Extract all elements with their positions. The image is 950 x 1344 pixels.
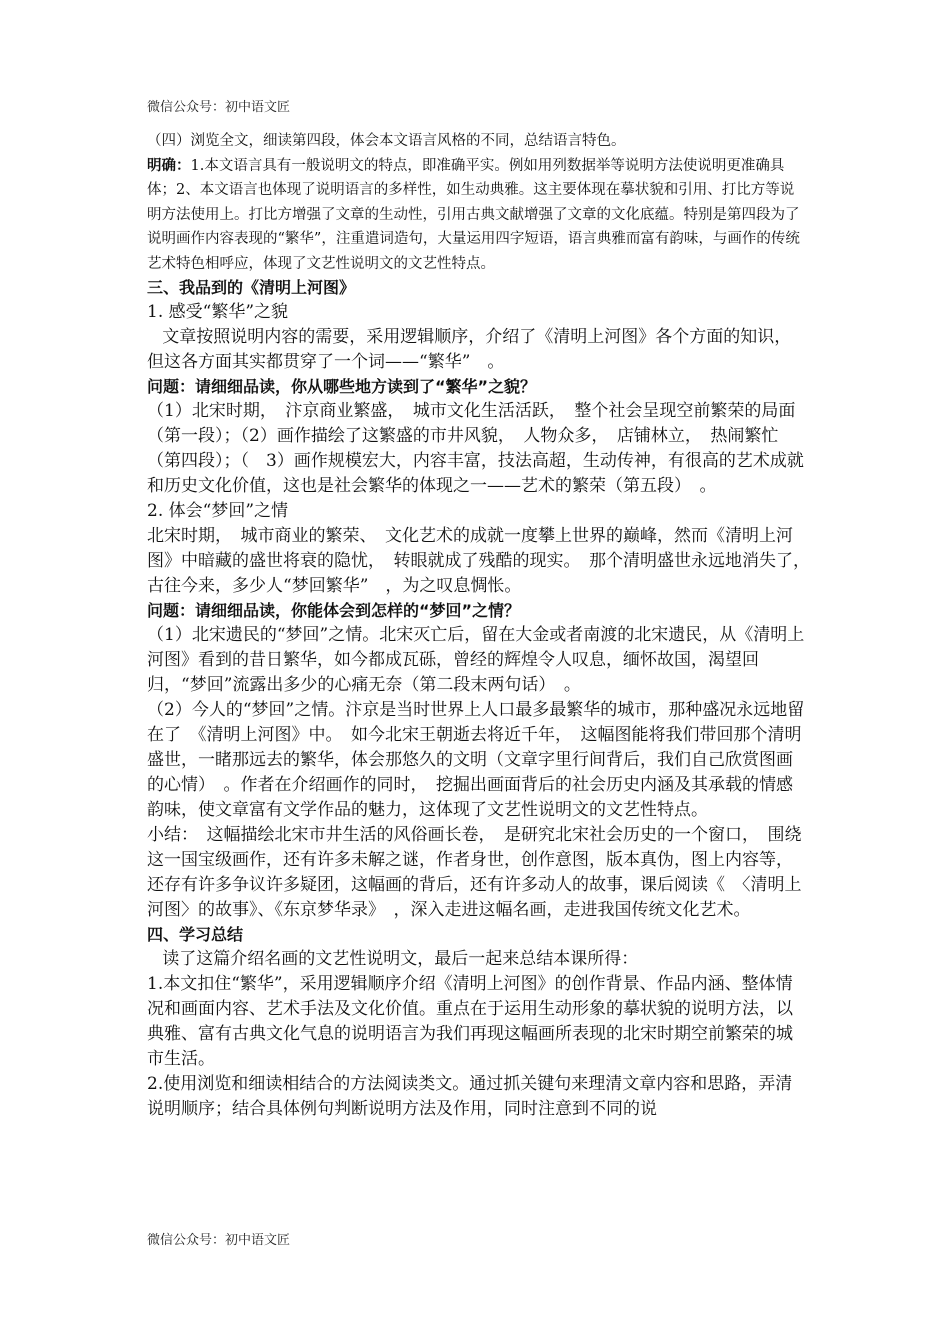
clarify-label: 明确： — [147, 157, 191, 174]
prosperity-paragraph: 文章按照说明内容的需要，采用逻辑顺序，介绍了《清明上河图》各个方面的知识，但这各方面其实都贯穿了一个词——“繁华” 。 — [147, 327, 792, 372]
section-heading-four: 四、学习总结 — [147, 925, 244, 944]
question-prosperity: 问题：请细细品读，你从哪些地方读到了“繁华”之貌？ — [147, 377, 537, 396]
document-body — [147, 129, 819, 1122]
conclusion-intro: 读了这篇介绍名画的文艺性说明文，最后一起来总结本课所得： — [162, 949, 639, 969]
answer-dream-two: （2）今人的“梦回”之情。汴京是当时世界上人口最多最繁华的城市，那种盛况永远地留在了 《清明上河图》中。 如今北宋王朝逝去将近千年， 这幅图能将我们带回那个清明盛世，一睹那远去的繁华，体会那悠久的文明（文章字里行间背后，我们自己欣赏图画的心情） 。作者在介绍画作的同时， 挖掘出画面背后的社会历史内涵及其承载的情感韵味，使文章富有文学作品的魅力，这体现了文艺性说明文的文艺性特点。 — [147, 700, 805, 820]
summary-paragraph: 小结： 这幅描绘北宋市井生活的风俗画长卷， 是研究北宋社会历史的一个窗口， 围绕这一国宝级画作，还有许多未解之谜，作者身世，创作意图，版本真伪，图上内容等，还存有许多争议许多疑团，这幅画的背后，还有许多动人的故事，课后阅读《 〈清明上河图〉的故事》、《东京梦华录》 ，深入走进这幅名画，走进我国传统文化艺术。 — [147, 825, 802, 920]
answer-dream-one: （1）北宋遗民的“梦回”之情。北宋灭亡后，留在大金或者南渡的北宋遗民，从《清明上河图》看到的昔日繁华，如今都成瓦砾，曾经的辉煌令人叹息，缅怀故国，渴望回归，“梦回”流露出多少的心痛无奈（第二段末两句话） 。 — [147, 625, 805, 695]
dream-paragraph: 北宋时期， 城市商业的繁荣、 文化艺术的成就一度攀上世界的巅峰，然而《清明上河图》中暗藏的盛世将衰的隐忧， 转眼就成了残酷的现实。 那个清明盛世永远地消失了， 古往今来，多少人“梦回繁华” ，为之叹息惆怅。 — [147, 526, 819, 596]
clarify-text: 1.本文语言具有一般说明文的特点，即准确平实。例如用列数据举等说明方法使说明更准确具体；2、本文语言也体现了说明语言的多样性，如生动典雅。这主要体现在摹状貌和引用、打比方等说明方法使用上。打比方增强了文章的生动性，引用古典文献增强了文章的文化底蕴。特别是第四段为了说明画作内容表现的“繁华”，注重遣词造句，大量运用四字短语，语言典雅而富有韵味，与画作的传统艺术特色相呼应，体现了文艺性说明文的文艺性特点。 — [147, 157, 800, 272]
page-header: 微信公众号：初中语文匠 — [147, 100, 291, 115]
answer-prosperity: （1）北宋时期， 汴京商业繁盛， 城市文化生活活跃， 整个社会呈现空前繁荣的局面 （第一段）；（2）画作描绘了这繁盛的市井风貌， 人物众多， 店铺林立， 热闹繁忙 （第四段）；（ 3）画作规模宏大，内容丰富，技法高超，生动传神，有很高的艺术成就和历史文化价值，这也是社会繁华的体现之一——艺术的繁荣（第五段） 。 — [147, 401, 813, 496]
section-heading-three: 三、我品到的《清明上河图》 — [147, 278, 356, 297]
conclusion-point-one: 1.本文扣住“繁华”，采用逻辑顺序介绍《清明上河图》的创作背景、作品内涵、整体情况和画面内容、艺术手法及文化价值。重点在于运用生动形象的摹状貌的说明方法，以典雅、富有古典文化气息的说明语言为我们再现这幅画所表现的北宋时期空前繁荣的城市生活。 — [147, 974, 793, 1069]
subsection-title-dream: 2. 体会“梦回”之情 — [147, 501, 289, 521]
subsection-title-prosperity: 1. 感受“繁华”之貌 — [147, 302, 289, 322]
section-four-intro: （四）浏览全文，细读第四段，体会本文语言风格的不同，总结语言特色。 — [147, 133, 626, 149]
page-footer: 微信公众号：初中语文匠 — [147, 1233, 291, 1248]
clarify-paragraph — [147, 154, 807, 277]
conclusion-point-two: 2.使用浏览和细读相结合的方法阅读类文。通过抓关键句来理清文章内容和思路，弄清说明顺序；结合具体例句判断说明方法及作用，同时注意到不同的说 — [147, 1074, 793, 1119]
question-dream: 问题：请细细品读，你能体会到怎样的“梦回”之情？ — [147, 601, 521, 620]
